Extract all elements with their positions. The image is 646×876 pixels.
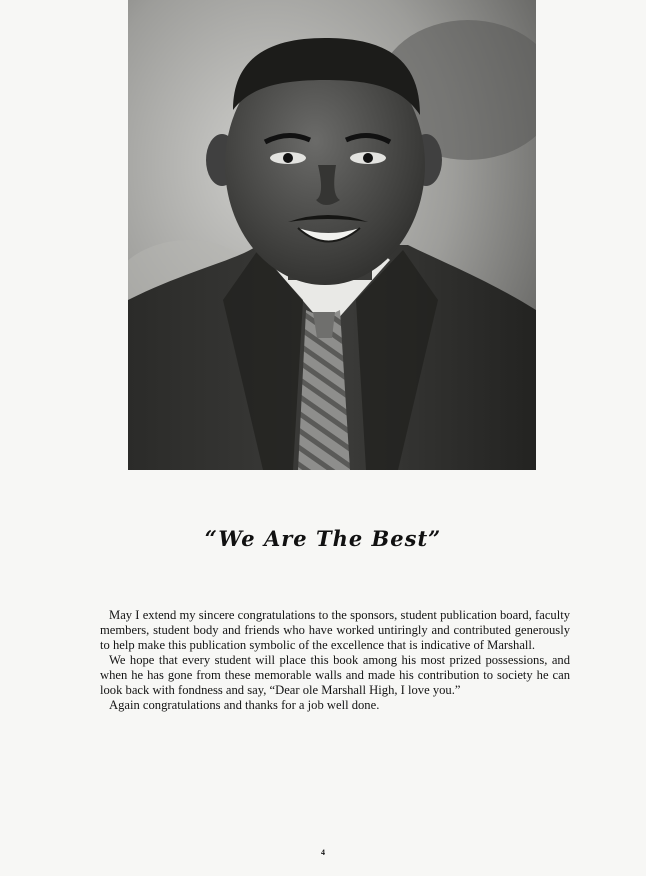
paragraph: Again congratulations and thanks for a job well done. <box>109 698 380 712</box>
portrait-photo <box>128 0 536 470</box>
paragraph: May I extend my sincere congratulations to the sponsors, student publication board, faculty members, student body and friends who have worked untiringly and contributed generously to help make this publication symbolic of the excellence that is indicative of Marshall. <box>100 608 570 652</box>
page-number: 4 <box>321 848 325 857</box>
portrait-illustration <box>128 0 536 470</box>
message-body <box>100 608 570 713</box>
paragraph: We hope that every student will place this book among his most prized possessions, and when he has gone from these memorable walls and made his contribution to society he can look back with fondness and say, “Dear ole Marshall High, I love you.” <box>100 653 570 697</box>
page-title: “We Are The Best” <box>204 526 442 551</box>
